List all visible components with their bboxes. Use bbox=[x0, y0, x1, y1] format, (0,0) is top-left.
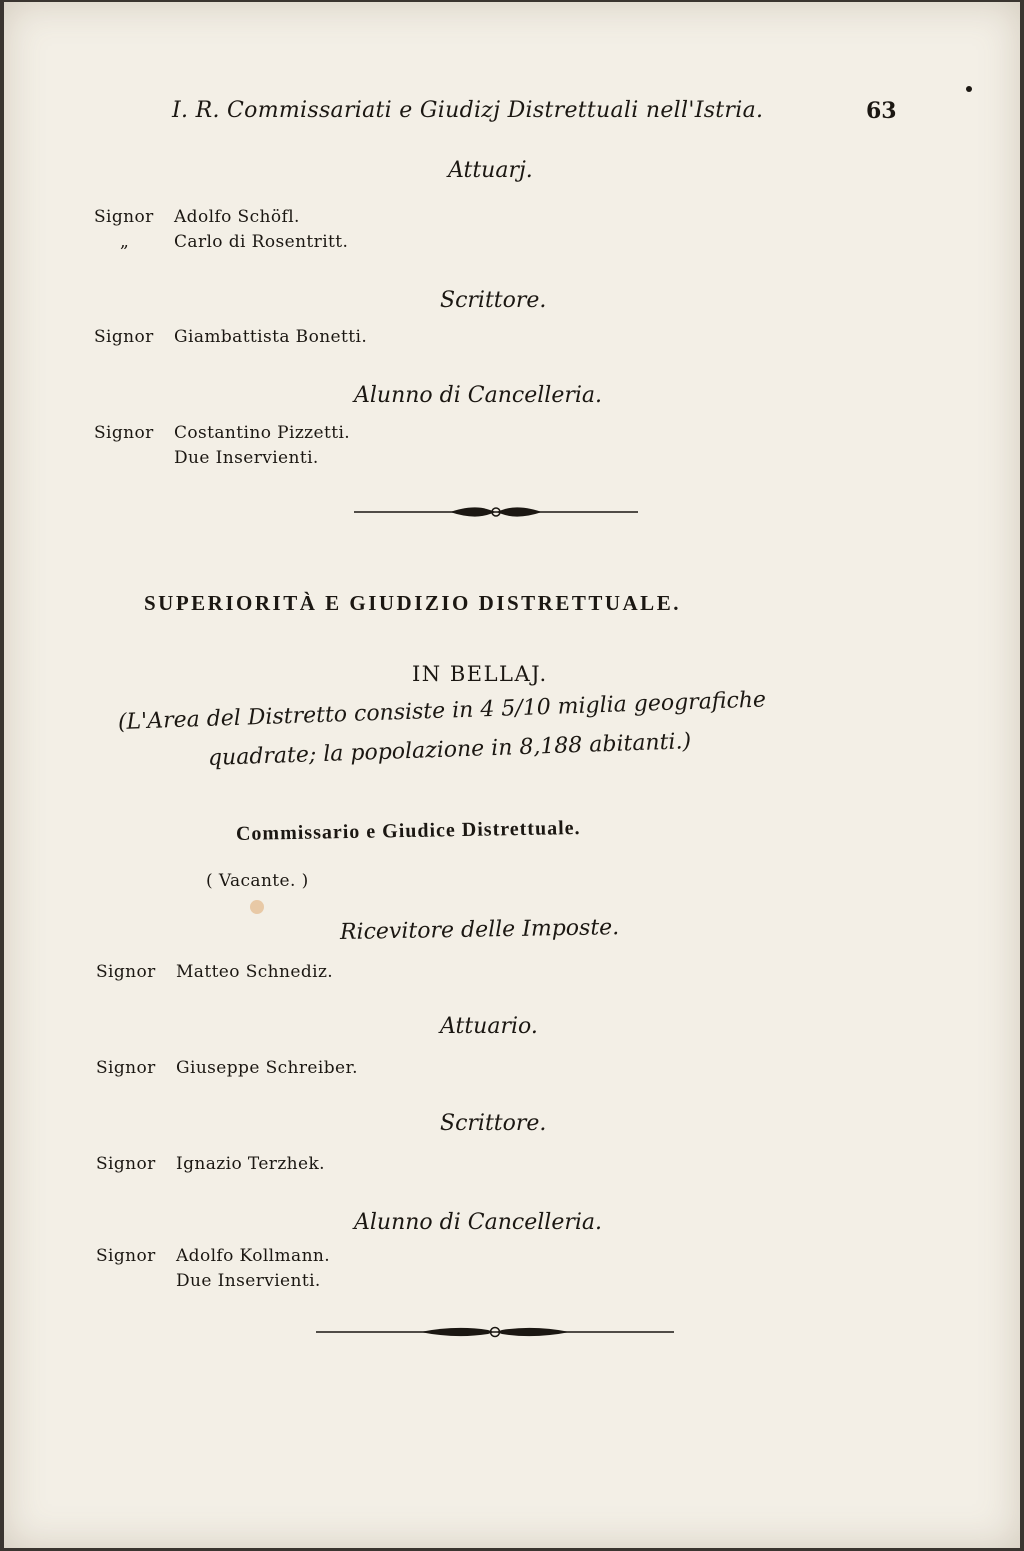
entry-prefix: Signor bbox=[94, 327, 154, 347]
vacante-note: ( Vacante. ) bbox=[206, 871, 309, 891]
entry-name: Giambattista Bonetti. bbox=[174, 327, 368, 347]
running-header-title: I. R. Commissariati e Giudizj Distrettuali nell'Istria. bbox=[172, 98, 764, 123]
alunno-heading: Alunno di Cancelleria. bbox=[354, 1210, 602, 1235]
entry-prefix: Signor bbox=[94, 423, 154, 443]
paper-stain bbox=[250, 900, 264, 914]
inservienti-line: Due Inservienti. bbox=[174, 448, 319, 468]
ornamental-divider bbox=[316, 1322, 674, 1342]
entry-row bbox=[94, 327, 367, 347]
entry-name: Ignazio Terzhek. bbox=[176, 1154, 325, 1174]
entry-prefix: „ bbox=[120, 232, 130, 252]
section-title: SUPERIORITÀ E GIUDIZIO DISTRETTUALE. bbox=[144, 591, 681, 615]
book-page bbox=[4, 2, 1020, 1548]
area-note-line-2: quadrate; la popolazione in 8,188 abitanti.) bbox=[207, 729, 692, 771]
ricevitore-heading: Ricevitore delle Imposte. bbox=[339, 915, 620, 945]
inservienti-line: Due Inservienti. bbox=[176, 1271, 321, 1291]
entry-name: Matteo Schnediz. bbox=[176, 962, 334, 982]
entry-prefix: Signor bbox=[96, 962, 156, 982]
scrittore-heading: Scrittore. bbox=[440, 288, 547, 313]
commissario-heading: Commissario e Giudice Distrettuale. bbox=[235, 816, 581, 845]
entry-name: Adolfo Kollmann. bbox=[176, 1246, 331, 1266]
entry-row bbox=[94, 207, 300, 227]
page-number: 63 bbox=[866, 98, 897, 124]
entry-name: Giuseppe Schreiber. bbox=[176, 1058, 358, 1078]
entry-row bbox=[94, 423, 350, 443]
scrittore-heading: Scrittore. bbox=[440, 1111, 547, 1136]
entry-prefix: Signor bbox=[96, 1246, 156, 1266]
entry-prefix: Signor bbox=[96, 1154, 156, 1174]
entry-name: Carlo di Rosentritt. bbox=[174, 232, 349, 252]
entry-prefix: Signor bbox=[94, 207, 154, 227]
entry-name: Costantino Pizzetti. bbox=[174, 423, 351, 443]
entry-row bbox=[96, 1058, 358, 1078]
entry-prefix: Signor bbox=[96, 1058, 156, 1078]
ink-dot bbox=[966, 86, 972, 92]
attuario-heading: Attuario. bbox=[440, 1014, 538, 1039]
attuarj-heading: Attuarj. bbox=[448, 158, 533, 183]
entry-row bbox=[96, 962, 333, 982]
entry-row bbox=[96, 1246, 330, 1266]
area-note-line-1: (L'Area del Distretto consiste in 4 5/10 miglia geografiche bbox=[117, 687, 767, 735]
alunno-heading: Alunno di Cancelleria. bbox=[354, 383, 602, 408]
entry-name: Adolfo Schöfl. bbox=[174, 207, 300, 227]
entry-row bbox=[96, 1154, 325, 1174]
ornamental-divider bbox=[354, 502, 638, 522]
place-heading: IN BELLAJ. bbox=[412, 662, 548, 686]
entry-row bbox=[94, 232, 348, 252]
